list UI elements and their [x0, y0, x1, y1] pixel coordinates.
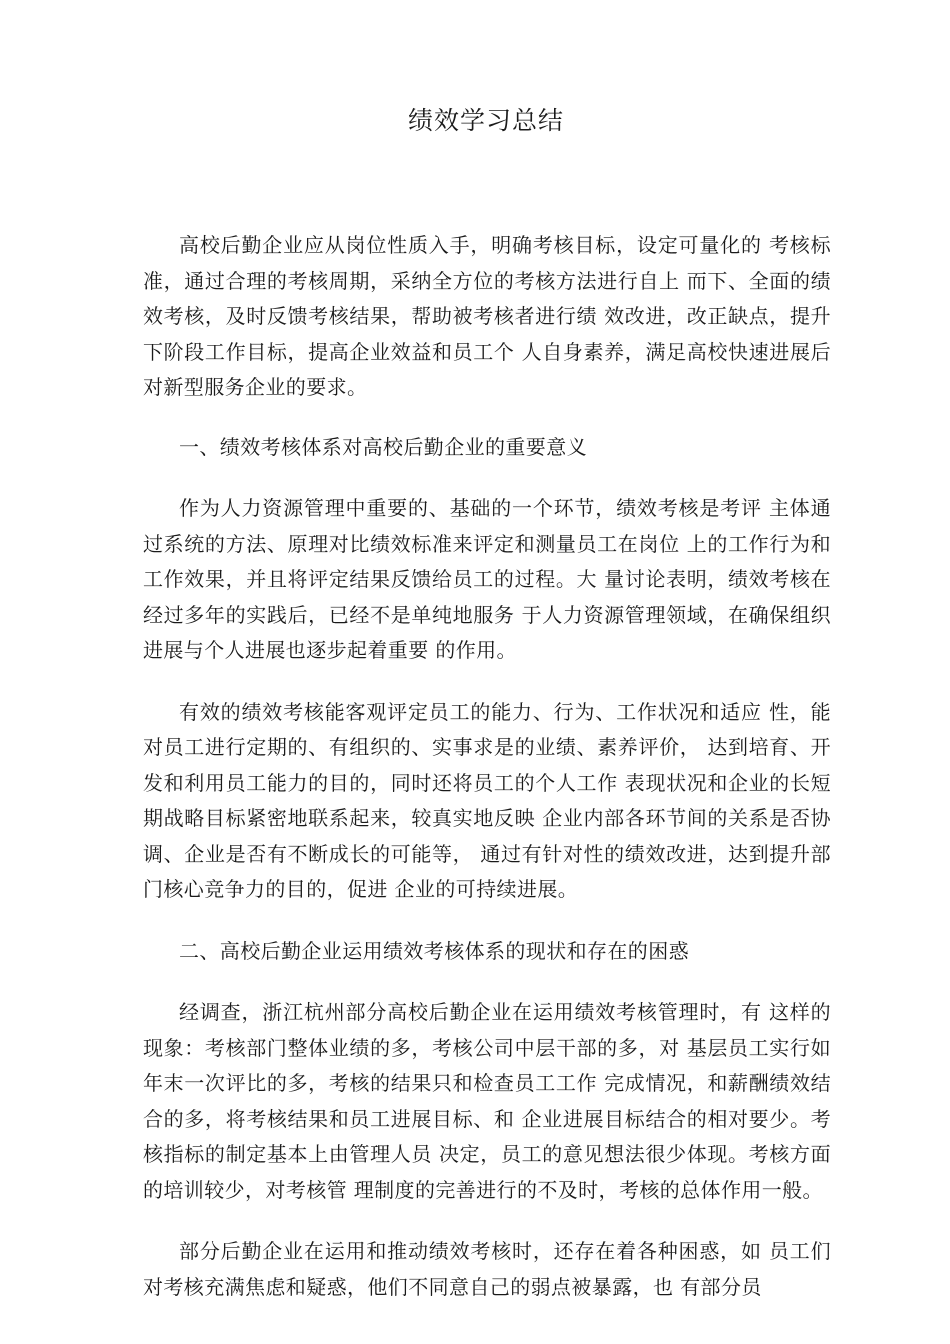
document-title: 绩效学习总结: [407, 106, 564, 135]
paragraph-effectiveness: 有效的绩效考核能客观评定员工的能力、行为、工作状况和适应 性，能对员工进行定期的、有组织的、实事求是的业绩、素养评价， 达到培育、开发和利用员工能力的目的，同时还将员工的个人工作 表现状况和企业的长短期战略目标紧密地联系起来，较真实地反映 企业内部各环节间的关系是否协调、企业是否有不断成长的可能等， 通过有针对性的绩效改进，达到提升部门核心竞争力的目的，促进 企业的可持续进展。: [143, 699, 831, 901]
section-heading-2: 二、高校后勤企业运用绩效考核体系的现状和存在的困惑: [179, 938, 689, 963]
paragraph-confusion: 部分后勤企业在运用和推动绩效考核时，还存在着各种困惑，如 员工们对考核充满焦虑和疑惑，他们不同意自己的弱点被暴露，也 有部分员: [143, 1239, 831, 1299]
document-body: [143, 228, 831, 1331]
paragraph-definition: 作为人力资源管理中重要的、基础的一个环节，绩效考核是考评 主体通过系统的方法、原理对比绩效标准来评定和测量员工在岗位 上的工作行为和工作效果，并且将评定结果反馈给员工的过程。大 量讨论表明，绩效考核在经过多年的实践后，已经不是单纯地服务 于人力资源管理领域，在确保组织进展与个人进展也逐步起着重要 的作用。: [143, 496, 831, 662]
section-heading-1: 一、绩效考核体系对高校后勤企业的重要意义: [179, 434, 587, 459]
paragraph-intro: 高校后勤企业应从岗位性质入手，明确考核目标，设定可量化的 考核标准，通过合理的考核周期，采纳全方位的考核方法进行自上 而下、全面的绩效考核，及时反馈考核结果，帮助被考核者进行绩 效改进，改正缺点，提升下阶段工作目标，提高企业效益和员工个 人自身素养，满足高校快速进展后对新型服务企业的要求。: [143, 233, 831, 399]
paragraph-survey: 经调查，浙江杭州部分高校后勤企业在运用绩效考核管理时，有 这样的现象：考核部门整体业绩的多，考核公司中层干部的多，对 基层员工实行如年末一次评比的多，考核的结果只和检查员工工作 完成情况，和薪酬绩效结合的多，将考核结果和员工进展目标、和 企业进展目标结合的相对要少。考核指标的制定基本上由管理人员 决定，员工的意见想法很少体现。考核方面的培训较少，对考核管 理制度的完善进行的不及时，考核的总体作用一般。: [143, 1000, 831, 1202]
